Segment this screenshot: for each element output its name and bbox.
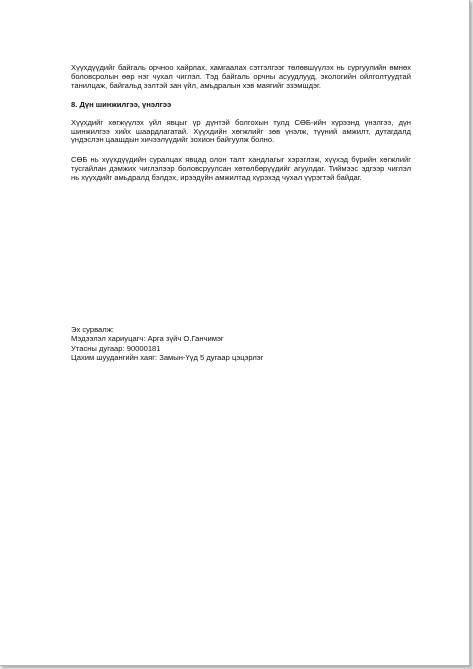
document-body: [71, 64, 411, 183]
sources-provider: Мэдээлэл хариуцагч: Арга зүйч О.Ганчимэг: [71, 334, 224, 344]
sources-phone: Утасны дугаар: 90000181: [71, 343, 161, 353]
intro-paragraph: Хүүхдүүдийг байгаль орчноо хайрлах, хамгаалах сэтгэлгээг төлөвшүүлэх нь сургуулийн өмнөх боловсролын өөр нэг чухал чиглэл. Тэд байгаль орчны асуудлууд, экологийн ойлголтуудтай танилцаж, байгальд ээлтэй зан үйл, амьдралын хэв маягийг эзэмшдэг.: [71, 63, 411, 90]
sources-block: [71, 325, 411, 363]
sources-email: Цахим шуудангийн хаяг: Замын-Үүд 5 дугаар цэцэрлэг: [71, 353, 264, 363]
section-heading: 8. Дүн шинжилгээ, үнэлгээ: [71, 99, 172, 109]
evaluation-paragraph: Хүүхдийг хөгжүүлэх үйл явцыг үр дүнтэй болгохын тулд СӨБ-ийн хүрээнд үнэлгээ, дүн шинжилгээ хийх шаардлагатай. Хүүхдийн хөгжлийг зөв үнэлж, түүний амжилт, дутагдалд үндэслэн цаашдын хичээлүүдийг зохион байгуулж болно.: [71, 117, 411, 145]
sources-label: Эх сурвалж:: [71, 325, 114, 334]
program-paragraph: СӨБ нь хүүхдүүдийн суралцах явцад олон талт хандлагыг хэрэглэж, хүүхэд бүрийн хөгжлийг тусгайлан дэмжих чиглэлээр боловсруулсан хөтөлбөрүүдийг агуулдаг. Тиймээс эдгээр чиглэл нь хүүхдийг амьдралд бэлдэх, ирээдүйн амжилтад хүрэхэд чухал үүрэгтэй байдаг.: [71, 155, 411, 183]
